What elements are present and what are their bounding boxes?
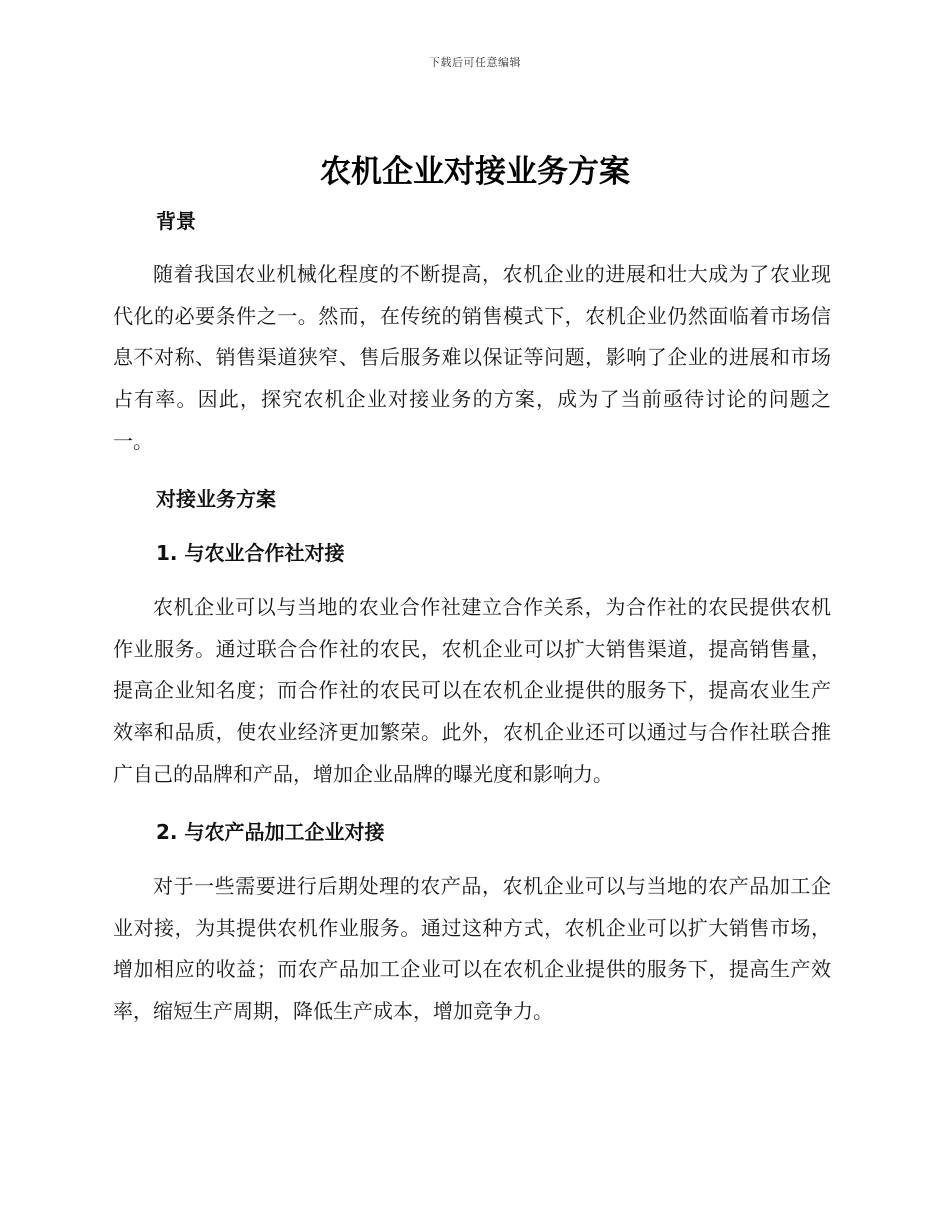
paragraph-cooperative: 农机企业可以与当地的农业合作社建立合作关系，为合作社的农民提供农机作业服务。通过联合合作社的农民，农机企业可以扩大销售渠道，提高销售量，提高企业知名度；而合作社的农民可以在农机企业提供的服务下，提高农业生产效率和品质，使农业经济更加繁荣。此外，农机企业还可以通过与合作社联合推广自己的品牌和产品，增加企业品牌的曝光度和影响力。: [113, 595, 831, 786]
subsection-heading-processing: 2. 与农产品加工企业对接: [156, 820, 385, 844]
paragraph-background: 随着我国农业机械化程度的不断提高，农机企业的进展和壮大成为了农业现代化的必要条件之一。然而，在传统的销售模式下，农机企业仍然面临着市场信息不对称、销售渠道狭窄、售后服务难以保证等问题，影响了企业的进展和市场占有率。因此，探究农机企业对接业务的方案，成为了当前亟待讨论的问题之一。: [113, 262, 831, 453]
subsection-heading-cooperative: 1. 与农业合作社对接: [156, 541, 345, 565]
section-heading-plan: 对接业务方案: [156, 487, 276, 511]
document-title: 农机企业对接业务方案: [320, 154, 630, 190]
page-header-note: 下载后可任意编辑: [429, 56, 521, 69]
section-heading-background: 背景: [156, 209, 196, 233]
paragraph-processing: 对于一些需要进行后期处理的农产品，农机企业可以与当地的农产品加工企业对接，为其提供农机作业服务。通过这种方式，农机企业可以扩大销售市场，增加相应的收益；而农产品加工企业可以在农机企业提供的服务下，提高生产效率，缩短生产周期，降低生产成本，增加竞争力。: [113, 874, 831, 1024]
